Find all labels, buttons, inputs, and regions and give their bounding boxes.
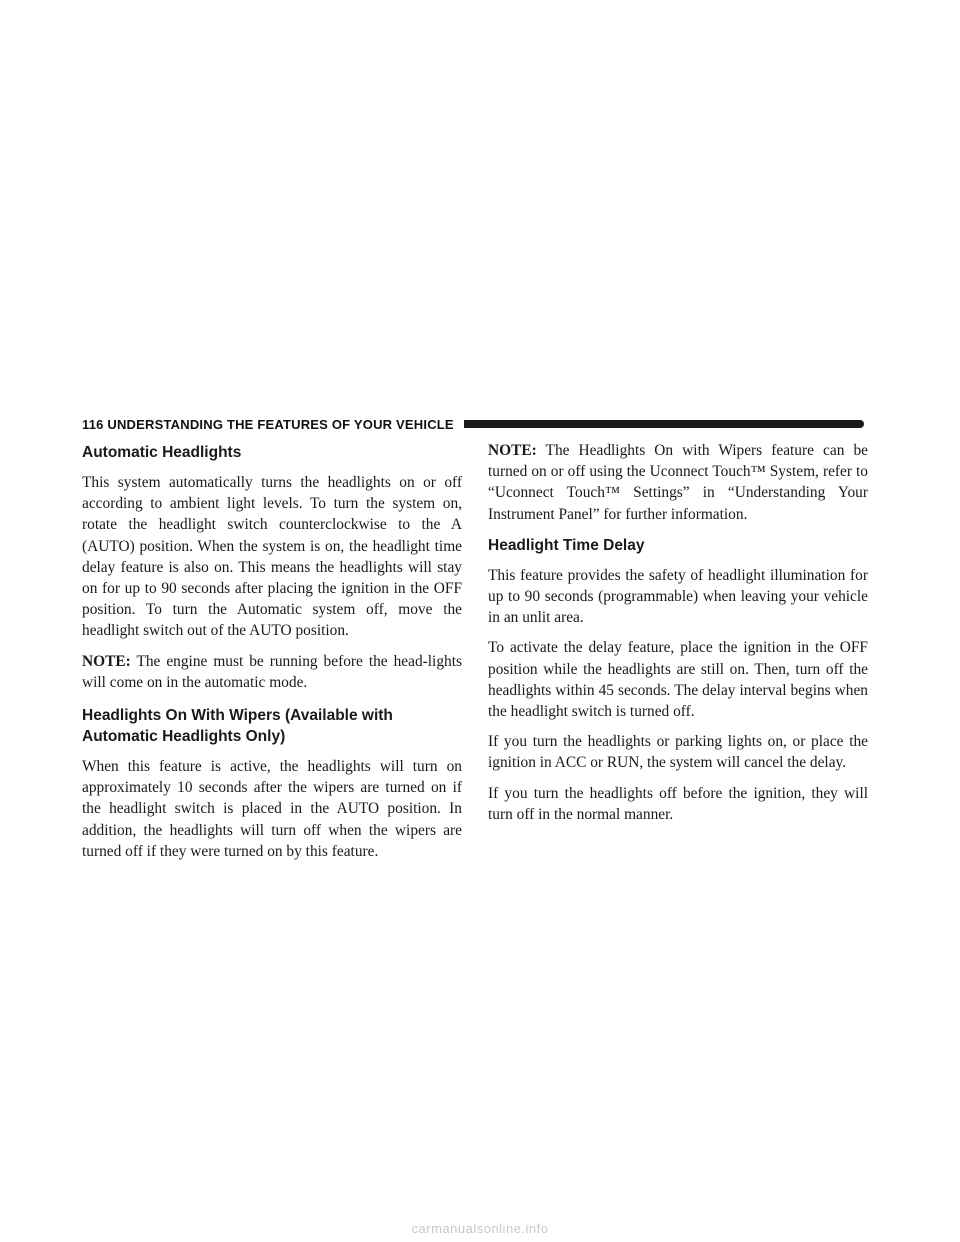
time-delay-paragraph-4: If you turn the headlights off before the ignition, they will turn off in the normal manner. [488, 784, 868, 823]
time-delay-paragraph-1: This feature provides the safety of headlight illumination for up to 90 seconds (programmable) when leaving your vehicle in an unlit area. [488, 566, 868, 627]
section-title-headlight-time-delay: Headlight Time Delay [488, 536, 645, 554]
automatic-headlights-paragraph: This system automatically turns the headlights on or off according to ambient light levels. To turn the system on, rotate the headlight switch counterclockwise to the A (AUTO) position. When the system is on, the headlight time delay feature is also on. This means the headlights will stay on for up to 90 seconds after placing the ignition in the OFF position. To turn the Automatic system off, move the headlight switch out of the AUTO position. [82, 474, 462, 640]
note-text: The engine must be running before the head-lights will come on in the automatic mode. [82, 652, 462, 691]
time-delay-paragraph-3: If you turn the headlights or parking lights on, or place the ignition in ACC or RUN, the system will cancel the delay. [488, 733, 868, 772]
time-delay-paragraph-2: To activate the delay feature, place the ignition in the OFF position while the headlights are still on. Then, turn off the headlights within 45 seconds. The delay interval begins when the headlight switch is turned off. [488, 639, 868, 721]
note-label: NOTE: [82, 652, 131, 670]
wipers-feature-note [488, 440, 868, 525]
right-column [488, 440, 868, 834]
watermark-footer: carmanualsonline.info [411, 1221, 549, 1236]
automatic-headlights-note [82, 651, 462, 693]
headlights-on-with-wipers-paragraph: When this feature is active, the headlights will turn on approximately 10 seconds after the wipers are turned on if the headlight switch is placed in the AUTO position. In addition, the headlights will turn off when the wipers are turned off if they were turned on by this feature. [82, 758, 462, 860]
section-title-automatic-headlights: Automatic Headlights [82, 444, 242, 461]
left-column [82, 440, 462, 871]
header-rule [464, 420, 864, 428]
note-text: The Headlights On with Wipers feature can be turned on or off using the Uconnect Touch™ System, refer to “Uconnect Touch™ Settings” in “Understanding Your Instrument Panel” for further information. [488, 442, 868, 523]
note-label: NOTE: [488, 442, 537, 459]
page-number-and-chapter: 116 UNDERSTANDING THE FEATURES OF YOUR VEHICLE [82, 417, 454, 432]
page-header [82, 415, 864, 435]
section-title-headlights-on-with-wipers: Headlights On With Wipers (Available with Automatic Headlights Only) [82, 707, 393, 746]
